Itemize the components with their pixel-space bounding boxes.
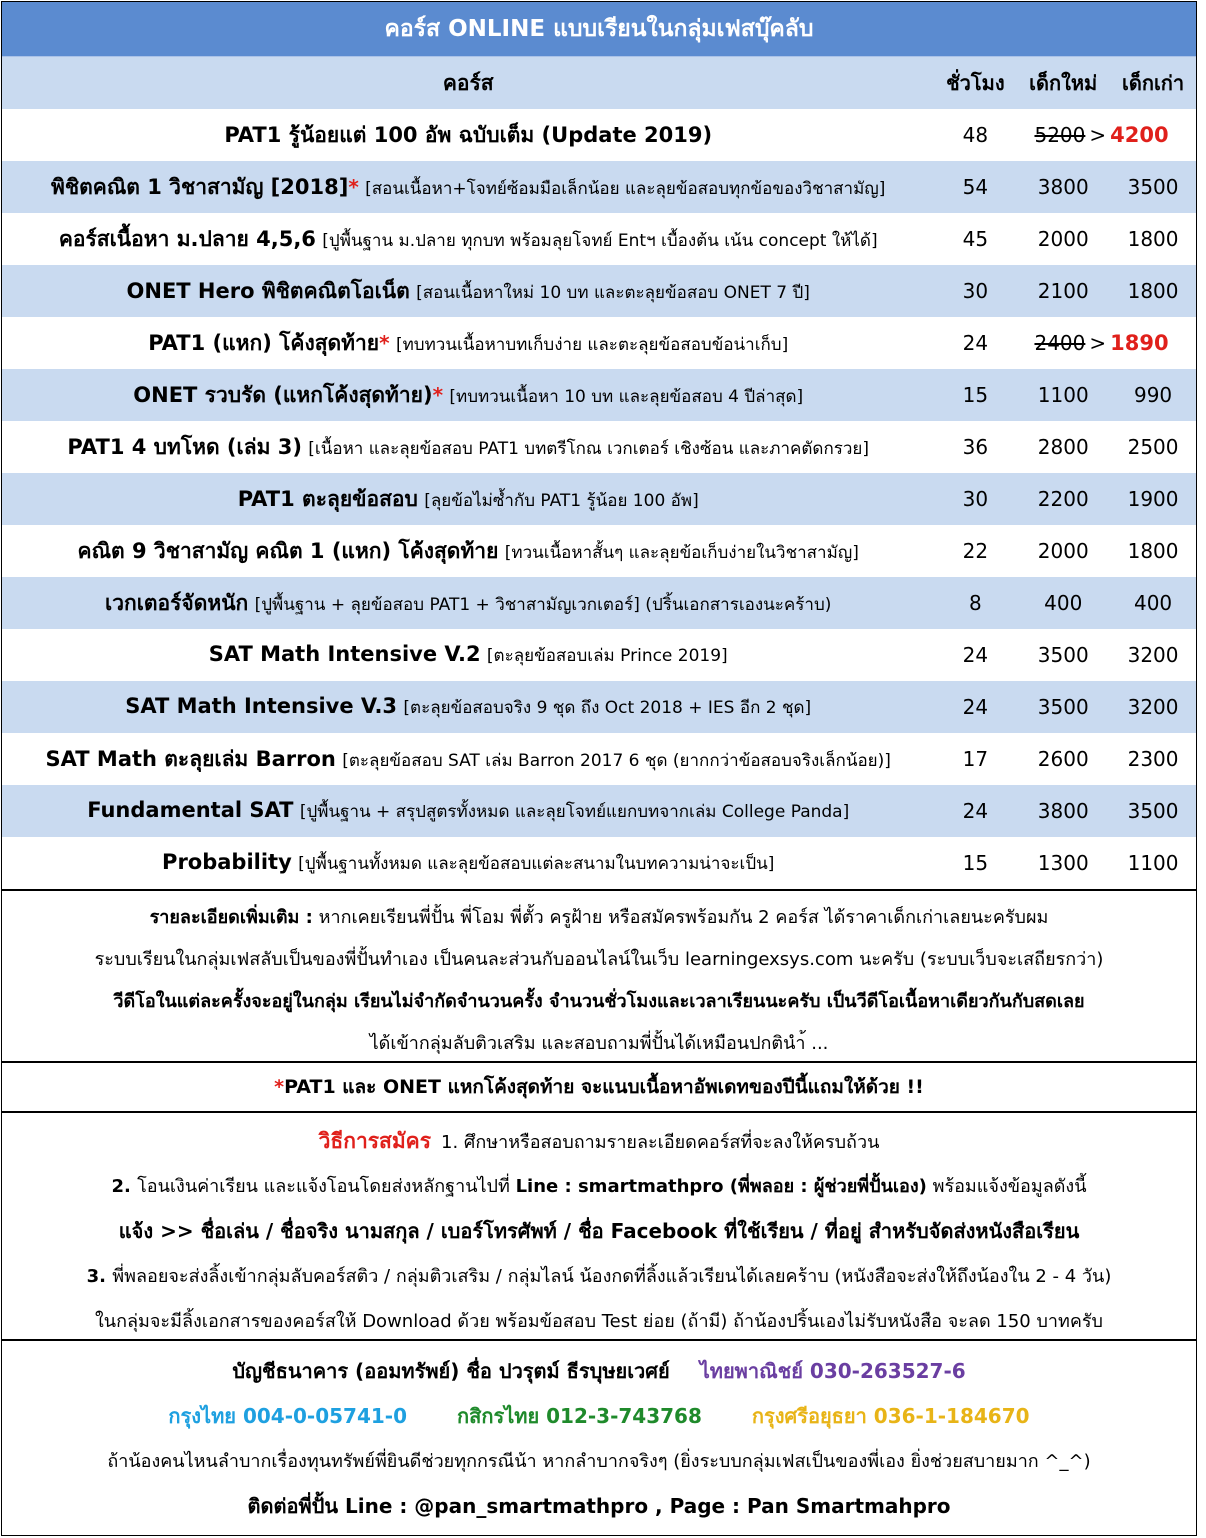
course-desc: [ปูพื้นฐาน + สรุปสูตรทั้งหมด และลุยโจทย์แยกบทจากเล่ม College Panda]: [299, 801, 850, 822]
course-desc: [เนื้อหา และลุยข้อสอบ PAT1 บทตรีโกณ เวกเตอร์ เชิงซ้อน และภาคตัดกรวย]: [308, 438, 870, 459]
hours-cell: 48: [962, 123, 989, 147]
course-name: SAT Math Intensive V.2: [208, 641, 481, 666]
header-course: คอร์ส: [442, 70, 494, 95]
course-star: *: [379, 330, 390, 355]
header-hours: ชั่วโมง: [946, 71, 1005, 95]
new-price-cell: 2200: [1037, 487, 1089, 511]
table-row: [2, 785, 1196, 837]
new-price-cell: [1016, 331, 1110, 355]
old-price-cell: 1900: [1127, 487, 1179, 511]
header-old-student: เด็กเก่า: [1122, 71, 1185, 95]
details-line-3: วีดีโอในแต่ละครั้งจะอยู่ในกลุ่ม เรียนไม่จำกัดจำนวนครั้ง จำนวนชั่วโมงและเวลาเรียนนะครับ เป็นวีดีโอเนื้อหาเดียวกันกับสดเลย: [113, 991, 1085, 1012]
apply-line-1: [2, 1119, 1196, 1164]
new-price-cell: 1300: [1037, 851, 1089, 875]
course-cell: [2, 379, 934, 412]
hours-cell: 15: [962, 851, 989, 875]
note-text: PAT1 และ ONET แหกโค้งสุดท้าย จะแนบเนื้อหาอัพเดทของปีนี้แถมให้ด้วย !!: [284, 1076, 924, 1098]
table-header: [2, 57, 1196, 109]
apply-line-4: ในกลุ่มจะมีลิ้งเอกสารของคอร์สให้ Download ด้วย พร้อมข้อสอบ Test ย่อย (ถ้ามี) ถ้าน้องปริ้นเองไม่รับหนังสือ จะลด 150 บาทครับ: [95, 1311, 1103, 1332]
apply-section: [2, 1111, 1196, 1339]
course-desc: [ทบทวนเนื้อหาบทเก็บง่าย และตะลุยข้อสอบข้อน่าเก็บ]: [395, 334, 789, 355]
promo-price: 1890: [1110, 331, 1169, 355]
header-new-student: เด็กใหม่: [1029, 71, 1098, 95]
table-row: [2, 525, 1196, 577]
course-cell: [2, 119, 934, 152]
course-name: PAT1 รู้น้อยแต่ 100 อัพ ฉบับเต็ม (Update 2019): [224, 122, 713, 147]
table-row: [2, 213, 1196, 265]
old-price-struck: 5200: [1034, 123, 1086, 147]
table-row: [2, 733, 1196, 785]
bank-kbank: กสิกรไทย 012-3-743768: [457, 1404, 702, 1428]
course-desc: [สอนเนื้อหาใหม่ 10 บท และตะลุยข้อสอบ ONET 7 ปี]: [416, 282, 810, 303]
new-price-cell: 400: [1044, 591, 1083, 615]
course-cell: [2, 275, 934, 308]
note-star: *: [274, 1076, 285, 1098]
table-row: [2, 265, 1196, 317]
course-desc: [ตะลุยข้อสอบ SAT เล่ม Barron 2017 6 ชุด (ยากกว่าข้อสอบจริงเล็กน้อย)]: [342, 750, 891, 771]
old-price-cell: 1800: [1127, 539, 1179, 563]
bank-scb: ไทยพาณิชย์ 030-263527-6: [699, 1359, 966, 1383]
course-desc: [ปูพื้นฐาน ม.ปลาย ทุกบท พร้อมลุยโจทย์ Entฯ เบื้องต้น เน้น concept ให้ได้]: [322, 230, 878, 251]
apply-line-3: [2, 1254, 1196, 1299]
apply-step-1: 1. ศึกษาหรือสอบถามรายละเอียดคอร์สที่จะลงให้ครบถ้วน: [441, 1132, 880, 1153]
course-star: *: [348, 174, 359, 199]
course-name: PAT1 (แหก) โค้งสุดท้าย: [148, 330, 380, 355]
course-name: ONET Hero พิชิตคณิตโอเน็ต: [126, 278, 410, 303]
course-name: SAT Math ตะลุยเล่ม Barron: [45, 746, 336, 771]
table-row: [2, 161, 1196, 213]
apply-info-line: แจ้ง >> ชื่อเล่น / ชื่อจริง นามสกุล / เบอร์โทรศัพท์ / ชื่อ Facebook ที่ใช้เรียน / ที่อยู่ สำหรับจัดส่งหนังสือเรียน: [118, 1219, 1080, 1243]
hours-cell: 30: [962, 487, 989, 511]
bank-bay: กรุงศรีอยุธยา 036-1-184670: [751, 1404, 1030, 1428]
old-price-cell: 3200: [1127, 695, 1179, 719]
hours-cell: 30: [962, 279, 989, 303]
details-text-1: หากเคยเรียนพี่ปั้น พี่โอม พี่ตั้ว ครูฝ้าย หรือสมัครพร้อมกัน 2 คอร์ส ได้ราคาเด็กเก่าเลยนะครับผม: [312, 907, 1049, 928]
bank-line-1: [2, 1349, 1196, 1394]
new-price-cell: 2600: [1037, 747, 1089, 771]
apply-step-2-c: พร้อมแจ้งข้อมูลดังนี้: [926, 1176, 1087, 1197]
bank-help-line: ถ้าน้องคนไหนลำบากเรื่องทุนทรัพย์พี่ยินดีช่วยทุกกรณีน้า หากลำบากจริงๆ (ยิ่งระบบกลุ่มเฟสเป็นของพี่เอง ยิ่งช่วยสบายมาก ^_^): [107, 1451, 1091, 1472]
new-price-cell: [1016, 123, 1110, 147]
new-price-cell: 2800: [1037, 435, 1089, 459]
table-row: [2, 473, 1196, 525]
apply-step-3-number: 3.: [86, 1266, 113, 1287]
course-cell: [2, 798, 934, 825]
course-cell: [2, 223, 934, 256]
course-star: *: [432, 382, 444, 407]
course-desc: [ตะลุยข้อสอบเล่ม Prince 2019]: [486, 645, 728, 666]
course-name: พิชิตคณิต 1 วิชาสามัญ [2018]: [51, 174, 349, 199]
hours-cell: 24: [962, 643, 989, 667]
course-name: Probability: [162, 849, 292, 874]
apply-step-2-a: โอนเงินค่าเรียน และแจ้งโอนโดยส่งหลักฐานไปที่: [137, 1176, 516, 1197]
table-row: [2, 681, 1196, 733]
details-line-1: [2, 897, 1196, 939]
bank-line-2: [2, 1394, 1196, 1439]
course-desc: [ตะลุยข้อสอบจริง 9 ชุด ถึง Oct 2018 + IES อีก 2 ชุด]: [403, 697, 812, 718]
table-row: [2, 109, 1196, 161]
course-cell: [2, 587, 934, 620]
course-cell: [2, 431, 934, 464]
old-price-cell: 1100: [1127, 851, 1179, 875]
old-price-cell: 3200: [1127, 643, 1179, 667]
hours-cell: 36: [962, 435, 989, 459]
course-name: SAT Math Intensive V.3: [125, 693, 398, 718]
old-price-cell: 400: [1133, 591, 1173, 615]
new-price-cell: 2000: [1037, 227, 1089, 251]
new-price-cell: 2000: [1037, 539, 1089, 563]
price-arrow: >: [1089, 123, 1107, 147]
new-price-cell: 3500: [1037, 643, 1089, 667]
course-cell: [2, 171, 934, 204]
course-desc: [สอนเนื้อหา+โจทย์ซ้อมมือเล็กน้อย และลุยข้อสอบทุกข้อของวิชาสามัญ]: [365, 178, 886, 199]
course-cell: [2, 694, 934, 721]
hours-cell: 54: [962, 175, 989, 199]
new-price-cell: 3500: [1037, 695, 1089, 719]
hours-cell: 24: [962, 799, 989, 823]
apply-step-2-number: 2.: [111, 1176, 138, 1197]
old-price-cell: 1800: [1127, 227, 1179, 251]
course-desc: [ทบทวนเนื้อหา 10 บท และลุยข้อสอบ 4 ปีล่าสุด]: [449, 386, 804, 407]
old-price-cell: 2300: [1127, 747, 1179, 771]
table-row: [2, 577, 1196, 629]
update-note: [2, 1061, 1196, 1111]
apply-line-2: [2, 1164, 1196, 1209]
details-line-4: ได้เข้ากลุ่มลับติวเสริม และสอบถามพี่ปั้นได้เหมือนปกตินำ้ ...: [369, 1033, 829, 1054]
course-desc: [ปูพื้นฐานทั้งหมด และลุยข้อสอบแต่ละสนามในบทความน่าจะเป็น]: [298, 853, 775, 874]
course-cell: [2, 850, 934, 877]
details-section: [2, 889, 1196, 1061]
course-name: คอร์สเนื้อหา ม.ปลาย 4,5,6: [58, 226, 316, 251]
new-price-cell: 3800: [1037, 175, 1089, 199]
old-price-cell: [1110, 331, 1196, 355]
details-line-2: ระบบเรียนในกลุ่มเฟสลับเป็นของพี่ปั้นทำเอง เป็นคนละส่วนกับออนไลน์ในเว็บ learningexsys.com นะครับ (ระบบเว็บจะเสถียรกว่า): [94, 949, 1104, 970]
course-table-body: [2, 109, 1196, 889]
price-arrow: >: [1089, 331, 1107, 355]
old-price-cell: 2500: [1127, 435, 1179, 459]
new-price-cell: 1100: [1037, 383, 1089, 407]
contact-line: ติดต่อพี่ปั้น Line : @pan_smartmathpro , Page : Pan Smartmahpro: [247, 1494, 951, 1518]
bank-section: [2, 1339, 1196, 1535]
course-name: ONET รวบรัด (แหกโค้งสุดท้าย): [133, 382, 433, 407]
course-name: Fundamental SAT: [87, 797, 294, 822]
table-row: [2, 837, 1196, 889]
table-row: [2, 421, 1196, 473]
hours-cell: 24: [962, 695, 989, 719]
hours-cell: 24: [962, 331, 989, 355]
course-cell: [2, 483, 934, 516]
old-price-cell: 3500: [1127, 799, 1179, 823]
bank-ktb: กรุงไทย 004-0-05741-0: [168, 1404, 408, 1428]
course-name: PAT1 ตะลุยข้อสอบ: [237, 486, 418, 511]
new-price-cell: 2100: [1037, 279, 1089, 303]
course-name: เวกเตอร์จัดหนัก: [105, 590, 249, 615]
apply-step-3: พี่พลอยจะส่งลิ้งเข้ากลุ่มลับคอร์สติว / กลุ่มติวเสริม / กลุ่มไลน์ น้องกดที่ลิ้งแล้วเรียนได้เลยคร้าบ (หนังสือจะส่งให้ถึงน้องใน 2 - 4 วัน): [112, 1266, 1112, 1287]
old-price-cell: 3500: [1127, 175, 1179, 199]
old-price-struck: 2400: [1034, 331, 1086, 355]
old-price-cell: [1110, 123, 1196, 147]
new-price-cell: 3800: [1037, 799, 1089, 823]
hours-cell: 45: [962, 227, 989, 251]
course-cell: [2, 327, 934, 360]
hours-cell: 15: [962, 383, 989, 407]
course-name: คณิต 9 วิชาสามัญ คณิต 1 (แหก) โค้งสุดท้าย: [77, 538, 499, 563]
promo-price: 4200: [1110, 123, 1169, 147]
course-desc: [ลุยข้อไม่ซ้ำกับ PAT1 รู้น้อย 100 อัพ]: [424, 490, 699, 511]
course-cell: [2, 743, 934, 776]
course-cell: [2, 535, 934, 568]
old-price-cell: 990: [1133, 383, 1173, 407]
course-desc: [ทวนเนื้อหาสั้นๆ และลุยข้อเก็บง่ายในวิชาสามัญ]: [504, 542, 859, 563]
details-label: รายละเอียดเพิ่มเติม :: [149, 907, 313, 928]
table-row: [2, 629, 1196, 681]
old-price-cell: 1800: [1127, 279, 1179, 303]
hours-cell: 22: [962, 539, 989, 563]
course-price-sheet: [1, 1, 1197, 1536]
hours-cell: 8: [969, 591, 982, 615]
course-name: PAT1 4 บทโหด (เล่ม 3): [67, 434, 302, 459]
sheet-title: คอร์ส ONLINE แบบเรียนในกลุ่มเฟสบุ๊คลับ: [2, 2, 1196, 57]
course-cell: [2, 642, 934, 669]
table-row: [2, 369, 1196, 421]
table-row: [2, 317, 1196, 369]
apply-step-2-line-id: Line : smartmathpro (พี่พลอย : ผู้ช่วยพี่ปั้นเอง): [515, 1176, 927, 1197]
bank-account-name: บัญชีธนาคาร (ออมทรัพย์) ชื่อ ปวรุตม์ ธีรบุษยเวศย์: [232, 1359, 670, 1383]
course-desc: [ปูพื้นฐาน + ลุยข้อสอบ PAT1 + วิชาสามัญเวกเตอร์] (ปริ้นเอกสารเองนะคร้าบ): [254, 594, 832, 615]
apply-heading: วิธีการสมัคร: [318, 1129, 432, 1153]
hours-cell: 17: [962, 747, 989, 771]
